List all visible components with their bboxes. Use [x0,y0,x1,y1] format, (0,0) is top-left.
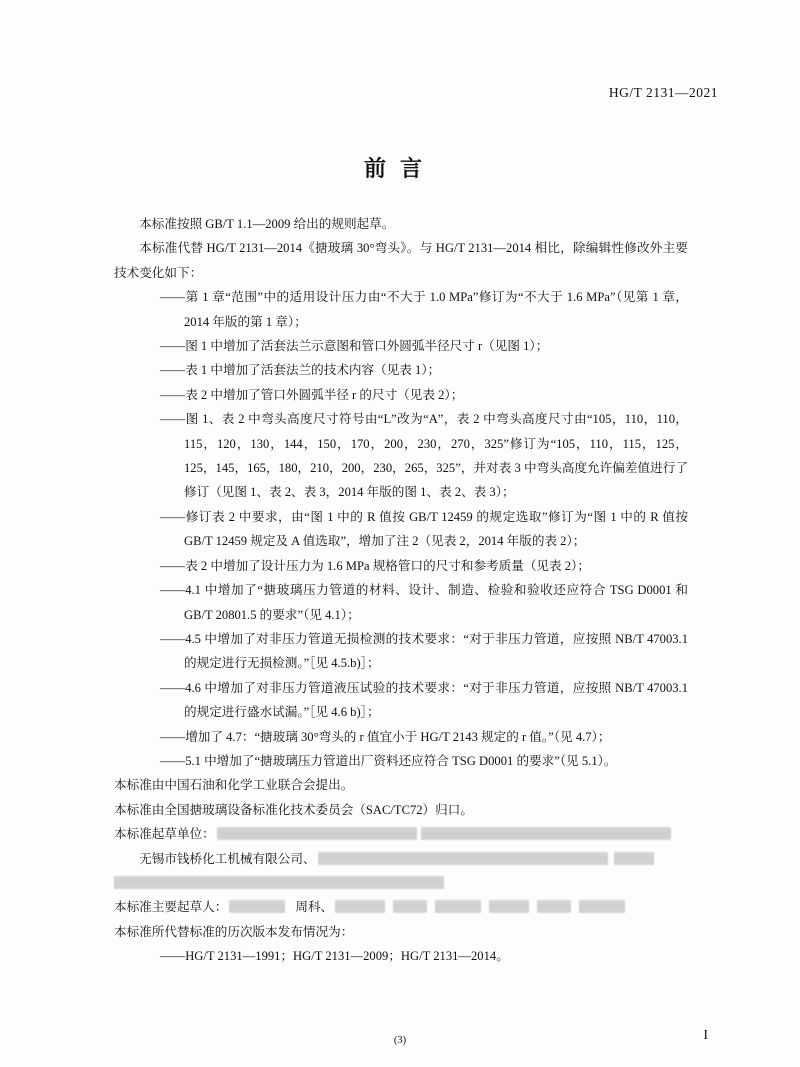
footer-roman-page-number: I [703,1028,708,1043]
change-item: ——第 1 章“范围”中的适用设计压力由“不大于 1.0 MPa”修订为“不大于 1.6 MPa”（见第 1 章，2014 年版的第 1 章）； [160,290,688,329]
redacted-text [393,900,427,913]
page-title: 前言 [363,157,436,182]
change-item: ——图 1、表 2 中弯头高度尺寸符号由“L”改为“A”，表 2 中弯头高度尺寸由“105，110，110，115，120，130，144，150，170，200，230，270，325”修订为“105，110，115，125，125，145，165，180，210，200，230，265，325”，并对表 3 中弯头高度允许偏差值进行了修订（见图 1、表 2、表 3，2014 年版的图 1、表 2、表 3）； [160,412,688,500]
paragraph-scope-basis: 本标准按照 GB/T 1.1—2009 给出的规则起草。 [139,217,395,231]
redacted-text [114,876,444,889]
paragraph-replaces: 本标准代替 HG/T 2131—2014《搪玻璃 30°弯头》。与 HG/T 2131—2014 相比，除编辑性修改外主要技术变化如下： [114,241,688,280]
paragraph-drafting-units-label [114,822,688,846]
paragraph-drafting-units-cont [114,871,688,895]
change-item: ——4.1 中增加了“搪玻璃压力管道的材料、设计、制造、检验和验收还应符合 TSG D0001 和 GB/T 20801.5 的要求”（见 4.1）； [160,583,688,622]
change-item: ——表 2 中增加了设计压力为 1.6 MPa 规格管口的尺寸和参考质量（见表 2）； [160,558,590,573]
redacted-text [421,827,671,840]
change-item: ——表 1 中增加了活套法兰的技术内容（见表 1）； [160,363,441,378]
redacted-text [217,827,417,840]
redacted-text [614,852,654,865]
footer-page-number: (3) [393,1035,407,1046]
change-item: ——增加了 4.7：“搪玻璃 30°弯头的 r 值宜小于 HG/T 2143 规定的 r 值。”（见 4.7）； [160,729,611,744]
document-body [114,212,688,969]
paragraph-proposed-by: 本标准由中国石油和化学工业联合会提出。 [114,778,354,793]
main-drafters-label: 本标准主要起草人： [114,900,228,915]
paragraph-previous-versions-label: 本标准所代替标准的历次版本发布情况为： [114,924,354,939]
change-item: ——4.5 中增加了对非压力管道无损检测的技术要求：“对于非压力管道，应按照 NB/T 47003.1 的规定进行无损检测。”［见 4.5.b)］； [160,631,688,671]
redacted-text [229,900,285,913]
page-header-standard-code: HG/T 2131—2021 [608,85,718,100]
redacted-text [537,900,571,913]
change-item: ——修订表 2 中要求，由“图 1 中的 R 值按 GB/T 12459 的规定选取”修订为“图 1 中的 R 值按 GB/T 12459 规定及 A 值选取”，增加了注 2（见表 2，2014 年版的表 2）； [160,509,688,549]
drafting-unit-visible: 无锡市钱桥化工机械有限公司、 [139,851,316,866]
redacted-text [489,900,529,913]
redacted-text [318,852,608,865]
paragraph-main-drafters [114,895,688,919]
change-item: ——5.1 中增加了“搪玻璃压力管道出厂资料还应符合 TSG D0001 的要求”（见 5.1）。 [160,753,617,768]
redacted-text [579,900,625,913]
change-item: ——表 2 中增加了管口外圆弧半径 r 的尺寸（见表 2）； [160,387,464,402]
redacted-text [335,900,385,913]
paragraph-administered-by: 本标准由全国搪玻璃设备标准化技术委员会（SAC/TC72）归口。 [114,802,473,817]
change-item: ——4.6 中增加了对非压力管道液压试验的技术要求：“对于非压力管道，应按照 NB/T 47003.1 的规定进行盛水试漏。”［见 4.6 b)］； [160,680,688,720]
change-item: ——图 1 中增加了活套法兰示意图和管口外圆弧半径尺寸 r（见图 1）； [160,339,549,354]
main-drafter-visible: 周科、 [295,900,334,915]
paragraph-previous-versions: ——HG/T 2131—1991；HG/T 2131—2009；HG/T 2131—2014。 [160,949,509,964]
drafting-units-label: 本标准起草单位： [114,827,215,842]
paragraph-drafting-units-list [114,847,688,871]
redacted-text [435,900,481,913]
